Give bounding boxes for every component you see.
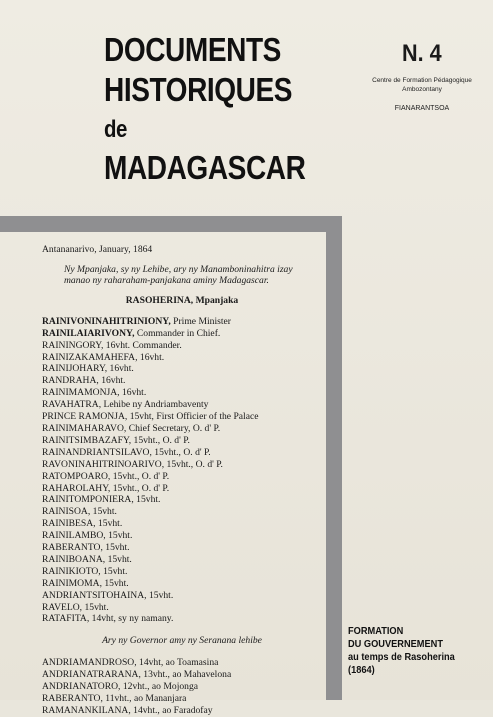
list-item	[42, 387, 322, 399]
official-role: 15vht.	[103, 565, 128, 577]
list-item	[42, 518, 322, 530]
official-name: RAINIZAKAMAHEFA,	[42, 351, 138, 363]
official-role: 15vht.	[107, 553, 132, 565]
official-role: 14vht, sy ny namany.	[91, 613, 174, 625]
list-item	[42, 316, 322, 328]
official-name: RAVONINAHITRINOARIVO,	[42, 458, 165, 470]
official-role: 15vht.	[97, 518, 123, 530]
official-name: RAMANANKILANA,	[42, 704, 131, 716]
official-name: RAINIBESA,	[42, 518, 96, 530]
official-role: 15vht., O. d' P.	[112, 482, 170, 494]
list-item	[42, 363, 322, 375]
intro-paragraph	[64, 264, 322, 287]
list-item	[42, 447, 322, 459]
caption-line-1: FORMATION	[348, 625, 404, 637]
list-item	[42, 399, 322, 411]
publication-title	[104, 30, 341, 188]
cover-caption	[348, 625, 455, 677]
official-name: RAINANDRIANTSILAVO,	[42, 446, 152, 458]
list-item	[42, 435, 322, 447]
list-item	[42, 328, 322, 340]
institution-line-1: Centre de Formation Pédagogique	[372, 77, 472, 84]
list-item	[42, 681, 322, 693]
official-role: 15vht.	[104, 577, 129, 589]
caption-line-3: au temps de Rasoherina	[348, 651, 455, 663]
official-name: ANDRIANATORO,	[42, 681, 121, 693]
official-role: 14vht, ao Toamasina	[139, 657, 219, 669]
official-role: 13vht., ao Mahavelona	[143, 669, 232, 681]
caption-line-2: DU GOUVERNEMENT	[348, 638, 443, 650]
official-name: RAINIBOANA,	[42, 553, 106, 565]
official-name: RANDRAHA,	[42, 375, 99, 387]
official-name: PRINCE RAMONJA,	[42, 411, 128, 423]
intro-line-1: Ny Mpanjaka, sy ny Lehibe, ary ny Manamboninahitra izay	[64, 263, 293, 275]
official-name: RAINILAMBO,	[42, 530, 106, 542]
official-name: RABERANTO,	[42, 542, 103, 554]
list-item	[42, 459, 322, 471]
official-name: RAHAROLAHY,	[42, 482, 111, 494]
official-role: 15vht.	[108, 530, 133, 542]
document-heading: RASOHERINA, Mpanjaka	[125, 294, 239, 306]
official-role: 15vht.	[92, 506, 117, 518]
list-item	[42, 566, 322, 578]
official-role: 16vht.	[101, 375, 126, 387]
list-item	[42, 657, 322, 669]
official-role: 11vht., ao Mananjara	[105, 693, 187, 704]
list-item	[42, 506, 322, 518]
document-text	[42, 244, 322, 717]
list-item	[42, 613, 322, 625]
list-item	[42, 542, 322, 554]
title-line-4: MADAGASCAR	[104, 149, 306, 186]
official-role: 15vht., O. d' P.	[112, 470, 170, 482]
official-role: 16vht. Commander.	[105, 339, 182, 351]
title-line-2: HISTORIQUES	[104, 71, 293, 108]
official-name: RATAFITA,	[42, 613, 90, 625]
official-role: Commander in Chief.	[136, 327, 221, 339]
official-name: RABERANTO,	[42, 693, 103, 704]
official-name: RAINIMOMA,	[42, 577, 102, 589]
governors-subheading: Ary ny Governor amy ny Seranana lehibe	[102, 635, 262, 647]
issue-number: N. 4	[402, 40, 442, 67]
official-name: RAINIKIOTO,	[42, 565, 101, 577]
official-name: RAINITOMPONIERA,	[42, 494, 134, 506]
list-item	[42, 602, 322, 614]
official-name: RAINIVONINAHITRINIONY,	[42, 315, 171, 327]
official-name: RAINILAIARIVONY,	[42, 327, 135, 339]
official-role: 14vht., ao Faradofay	[133, 704, 213, 716]
dateline: Antananarivo, January, 1864	[42, 244, 153, 255]
official-role: 15vht.	[136, 494, 161, 506]
official-name: RAINISOA,	[42, 506, 91, 518]
official-role: 15vht., O. d' P.	[166, 458, 223, 470]
official-role: 15vht.	[148, 589, 174, 601]
list-item	[42, 590, 322, 602]
official-role: 16vht.	[121, 387, 147, 399]
official-name: ANDRIANTSITOHAINA,	[42, 589, 147, 601]
list-item	[42, 423, 322, 435]
caption-line-4: (1864)	[348, 664, 375, 676]
official-role: Chief Secretary, O. d' P.	[128, 422, 221, 434]
official-name: ANDRIANATRARANA,	[42, 669, 141, 681]
governors-list	[42, 657, 322, 717]
official-name: RAINITSIMBAZAFY,	[42, 434, 132, 446]
gray-band-vertical	[326, 216, 342, 700]
official-role: Prime Minister	[173, 315, 231, 327]
official-name: RAVELO,	[42, 601, 83, 613]
official-name: RAINIMAMONJA,	[42, 387, 120, 399]
list-item	[42, 483, 322, 495]
institution-city: FIANARANTSOA	[394, 105, 450, 112]
institution-line-2: Ambozontany	[402, 86, 442, 93]
intro-line-2: manao ny raharaham-panjakana aminy Madagascar.	[64, 275, 269, 287]
official-name: RAVAHATRA,	[42, 399, 102, 411]
official-name: ANDRIAMANDROSO,	[42, 657, 137, 669]
list-item	[42, 471, 322, 483]
official-name: RATOMPOARO,	[42, 470, 111, 482]
official-name: RAINIMAHARAVO,	[42, 422, 127, 434]
official-name: RAINIJOHARY,	[42, 363, 108, 375]
official-role: 15vht.	[105, 542, 130, 554]
list-item	[42, 340, 322, 352]
list-item	[42, 411, 322, 423]
list-item	[42, 669, 322, 681]
list-item	[42, 530, 322, 542]
official-role: 15vht., O. d' P.	[154, 446, 211, 458]
official-role: 16vht.	[139, 351, 165, 363]
list-item	[42, 352, 322, 364]
official-name: RAININGORY,	[42, 339, 104, 351]
list-item	[42, 578, 322, 590]
official-role: Lehibe ny Andriambaventy	[103, 399, 209, 411]
list-item	[42, 693, 322, 705]
official-role: 16vht.	[109, 363, 134, 375]
title-line-3: de	[104, 116, 127, 143]
official-role: 12vht., ao Mojonga	[122, 681, 199, 693]
gray-band-horizontal	[0, 216, 342, 232]
title-line-1: DOCUMENTS	[104, 31, 281, 68]
officials-list	[42, 316, 322, 626]
official-role: 15vht, First Officier of the Palace	[129, 411, 259, 423]
list-item	[42, 705, 322, 717]
official-role: 15vht.	[84, 601, 109, 613]
official-role: 15vht., O. d' P.	[133, 434, 190, 446]
institution-block	[364, 76, 480, 113]
list-item	[42, 554, 322, 566]
list-item	[42, 375, 322, 387]
list-item	[42, 494, 322, 506]
